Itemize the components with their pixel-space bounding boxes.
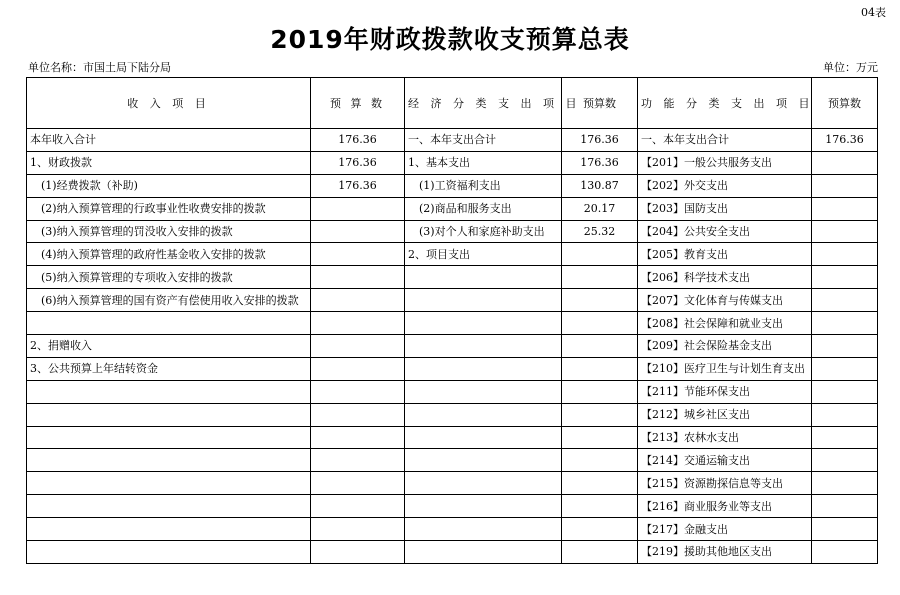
econ-item-cell: [405, 472, 562, 495]
econ-amount-cell: [562, 449, 638, 472]
table-row: [27, 518, 878, 541]
econ-item-cell: (2)商品和服务支出: [405, 197, 562, 220]
func-item-cell: 【208】社会保障和就业支出: [638, 312, 812, 335]
func-amount-cell: [812, 449, 878, 472]
econ-amount-cell: [562, 266, 638, 289]
econ-item-cell: [405, 289, 562, 312]
income-amount-cell: [311, 472, 405, 495]
func-amount-cell: [812, 357, 878, 380]
income-amount-cell: [311, 335, 405, 358]
table-row: [27, 449, 878, 472]
income-amount-cell: [311, 289, 405, 312]
func-amount-cell: [812, 289, 878, 312]
income-item-cell: (2)纳入预算管理的行政事业性收费安排的拨款: [27, 197, 311, 220]
func-item-cell: 一、本年支出合计: [638, 129, 812, 152]
table-row: [27, 151, 878, 174]
table-row: [27, 495, 878, 518]
func-item-cell: 【212】城乡社区支出: [638, 403, 812, 426]
func-item-cell: 【217】金融支出: [638, 518, 812, 541]
econ-item-cell: 2、项目支出: [405, 243, 562, 266]
header-income-item: 收 入 项 目: [27, 78, 311, 129]
econ-item-cell: [405, 541, 562, 564]
income-item-cell: (4)纳入预算管理的政府性基金收入安排的拨款: [27, 243, 311, 266]
income-item-cell: [27, 518, 311, 541]
func-item-cell: 【216】商业服务业等支出: [638, 495, 812, 518]
func-amount-cell: 176.36: [812, 129, 878, 152]
header-income-amount: 预 算 数: [311, 78, 405, 129]
income-item-cell: 本年收入合计: [27, 129, 311, 152]
econ-item-cell: [405, 335, 562, 358]
table-row: [27, 541, 878, 564]
income-item-cell: [27, 426, 311, 449]
econ-item-cell: 1、基本支出: [405, 151, 562, 174]
econ-item-cell: [405, 380, 562, 403]
header-econ-amount: 预算数: [562, 78, 638, 129]
func-item-cell: 【213】农林水支出: [638, 426, 812, 449]
table-body: [27, 129, 878, 564]
income-item-cell: [27, 541, 311, 564]
table-row: [27, 174, 878, 197]
econ-amount-cell: 25.32: [562, 220, 638, 243]
func-amount-cell: [812, 495, 878, 518]
econ-amount-cell: 176.36: [562, 129, 638, 152]
econ-amount-cell: 20.17: [562, 197, 638, 220]
func-amount-cell: [812, 243, 878, 266]
econ-amount-cell: [562, 380, 638, 403]
income-amount-cell: 176.36: [311, 174, 405, 197]
func-item-cell: 【205】教育支出: [638, 243, 812, 266]
unit-name-label: 单位名称：市国土局下陆分局: [28, 61, 171, 74]
income-item-cell: 1、财政拨款: [27, 151, 311, 174]
income-amount-cell: [311, 541, 405, 564]
econ-amount-cell: 130.87: [562, 174, 638, 197]
header-econ-item: 经 济 分 类 支 出 项 目: [405, 78, 562, 129]
table-row: [27, 426, 878, 449]
income-item-cell: (1)经费拨款（补助): [27, 174, 311, 197]
income-item-cell: [27, 403, 311, 426]
econ-amount-cell: [562, 312, 638, 335]
income-amount-cell: [311, 380, 405, 403]
econ-item-cell: [405, 518, 562, 541]
econ-item-cell: (3)对个人和家庭补助支出: [405, 220, 562, 243]
income-amount-cell: [311, 243, 405, 266]
budget-table: [26, 77, 878, 564]
econ-item-cell: [405, 403, 562, 426]
table-row: [27, 472, 878, 495]
income-amount-cell: [311, 403, 405, 426]
econ-amount-cell: [562, 426, 638, 449]
econ-item-cell: [405, 426, 562, 449]
header-row: [27, 78, 878, 129]
table-row: [27, 312, 878, 335]
econ-amount-cell: [562, 335, 638, 358]
func-amount-cell: [812, 335, 878, 358]
func-amount-cell: [812, 197, 878, 220]
table-row: [27, 357, 878, 380]
func-item-cell: 【211】节能环保支出: [638, 380, 812, 403]
func-amount-cell: [812, 472, 878, 495]
income-item-cell: (5)纳入预算管理的专项收入安排的拨款: [27, 266, 311, 289]
func-amount-cell: [812, 312, 878, 335]
income-amount-cell: 176.36: [311, 129, 405, 152]
econ-item-cell: [405, 357, 562, 380]
func-amount-cell: [812, 541, 878, 564]
income-amount-cell: [311, 312, 405, 335]
income-amount-cell: [311, 495, 405, 518]
func-item-cell: 【201】一般公共服务支出: [638, 151, 812, 174]
table-row: [27, 266, 878, 289]
currency-unit-label: 单位：万元: [823, 61, 878, 74]
econ-amount-cell: [562, 541, 638, 564]
income-amount-cell: [311, 197, 405, 220]
income-item-cell: (6)纳入预算管理的国有资产有偿使用收入安排的拨款: [27, 289, 311, 312]
table-row: [27, 197, 878, 220]
income-item-cell: 3、公共预算上年结转资金: [27, 357, 311, 380]
func-amount-cell: [812, 174, 878, 197]
func-item-cell: 【210】医疗卫生与计划生育支出: [638, 357, 812, 380]
income-item-cell: [27, 472, 311, 495]
table-row: [27, 220, 878, 243]
econ-item-cell: 一、本年支出合计: [405, 129, 562, 152]
income-item-cell: [27, 312, 311, 335]
func-amount-cell: [812, 518, 878, 541]
income-amount-cell: [311, 266, 405, 289]
func-amount-cell: [812, 380, 878, 403]
func-amount-cell: [812, 266, 878, 289]
income-amount-cell: [311, 357, 405, 380]
econ-amount-cell: [562, 518, 638, 541]
func-item-cell: 【203】国防支出: [638, 197, 812, 220]
econ-item-cell: [405, 266, 562, 289]
form-number: 04表: [861, 6, 886, 19]
table-row: [27, 380, 878, 403]
econ-item-cell: [405, 312, 562, 335]
econ-amount-cell: [562, 403, 638, 426]
func-amount-cell: [812, 426, 878, 449]
func-item-cell: 【207】文化体育与传媒支出: [638, 289, 812, 312]
func-item-cell: 【204】公共安全支出: [638, 220, 812, 243]
func-item-cell: 【219】援助其他地区支出: [638, 541, 812, 564]
income-item-cell: [27, 449, 311, 472]
econ-amount-cell: [562, 495, 638, 518]
func-item-cell: 【214】交通运输支出: [638, 449, 812, 472]
econ-item-cell: [405, 495, 562, 518]
table-row: [27, 289, 878, 312]
income-amount-cell: [311, 518, 405, 541]
table-row: [27, 243, 878, 266]
func-item-cell: 【215】资源勘探信息等支出: [638, 472, 812, 495]
table-row: [27, 129, 878, 152]
page-title: 2019年财政拨款收支预算总表: [270, 25, 630, 54]
income-amount-cell: 176.36: [311, 151, 405, 174]
econ-amount-cell: 176.36: [562, 151, 638, 174]
econ-item-cell: (1)工资福利支出: [405, 174, 562, 197]
econ-amount-cell: [562, 357, 638, 380]
func-amount-cell: [812, 403, 878, 426]
income-item-cell: [27, 380, 311, 403]
func-item-cell: 【209】社会保险基金支出: [638, 335, 812, 358]
func-item-cell: 【206】科学技术支出: [638, 266, 812, 289]
func-amount-cell: [812, 220, 878, 243]
table-row: [27, 335, 878, 358]
header-func-item: 功 能 分 类 支 出 项 目: [638, 78, 812, 129]
income-amount-cell: [311, 426, 405, 449]
income-item-cell: 2、捐赠收入: [27, 335, 311, 358]
econ-amount-cell: [562, 243, 638, 266]
income-item-cell: [27, 495, 311, 518]
econ-amount-cell: [562, 289, 638, 312]
func-item-cell: 【202】外交支出: [638, 174, 812, 197]
table-row: [27, 403, 878, 426]
header-func-amount: 预算数: [812, 78, 878, 129]
income-amount-cell: [311, 220, 405, 243]
income-amount-cell: [311, 449, 405, 472]
econ-amount-cell: [562, 472, 638, 495]
income-item-cell: (3)纳入预算管理的罚没收入安排的拨款: [27, 220, 311, 243]
func-amount-cell: [812, 151, 878, 174]
econ-item-cell: [405, 449, 562, 472]
